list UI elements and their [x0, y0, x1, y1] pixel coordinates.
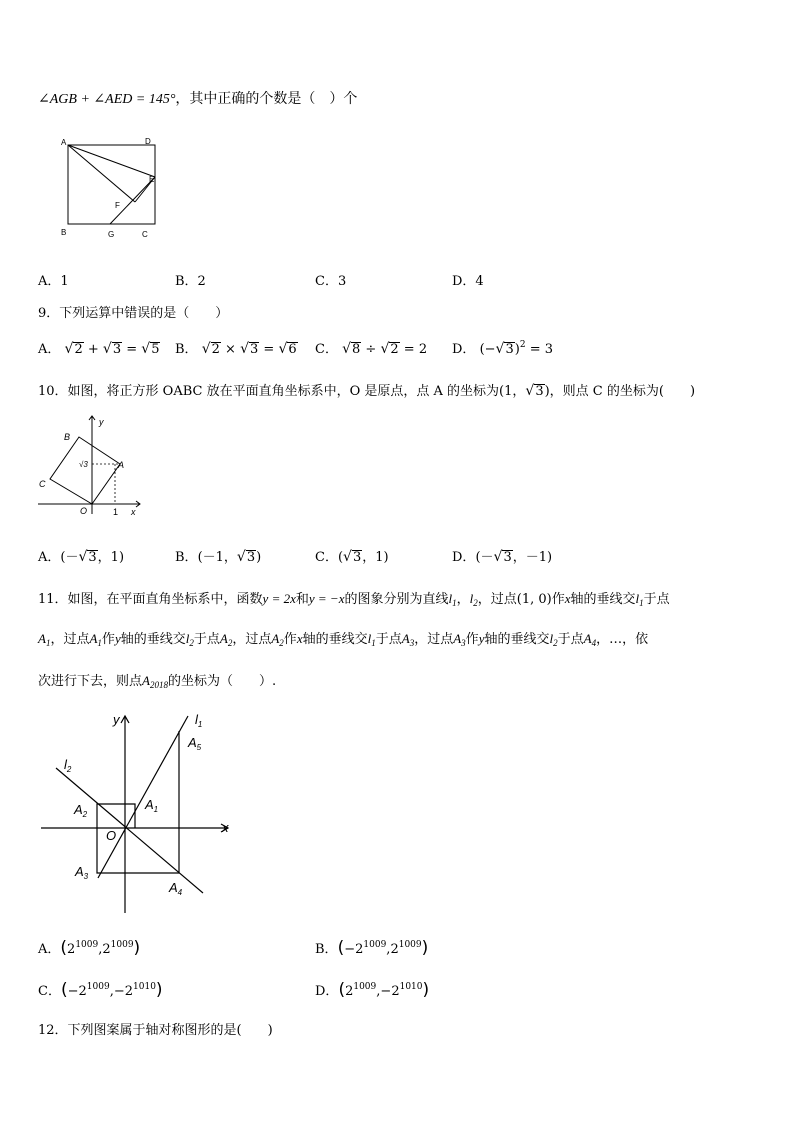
q11-stem-line2: $A_1$，过点$A_1$作y轴的垂线交$l_2$于点$A_2$，过点$A_2$作x轴的垂线交$l_1$于点$A_3$，过点$A_3$作y轴的垂线交$l_2$于点$A_4$，…，依	[38, 631, 649, 648]
q8-label-c: C	[142, 230, 148, 239]
q8-label-e: E	[149, 175, 155, 184]
q11-option-c[interactable]: C．$(-2^{1009},-2^{1010})$	[38, 980, 163, 1000]
q11-option-d[interactable]: D．$(2^{1009},-2^{1010})$	[315, 980, 430, 1000]
q10-option-c[interactable]: C．(√3，1)	[315, 549, 389, 565]
q11-label-a4: $A_4$	[169, 880, 183, 897]
q9-option-a[interactable]: A． √2 + √3 = √5	[38, 341, 160, 357]
q8-option-a[interactable]: A．1	[38, 274, 69, 289]
q8-condition-line: ∠AGB + ∠AED = 145°，其中正确的个数是（ ）个	[38, 91, 358, 107]
q10-option-d[interactable]: D．(－√3，－1)	[452, 549, 553, 565]
q8-square-figure	[55, 132, 170, 244]
q10-label-a: A	[118, 460, 125, 470]
q8-option-d[interactable]: D．4	[452, 274, 484, 289]
q8-label-f: F	[115, 201, 120, 210]
q8-label-g: G	[108, 230, 115, 239]
q11-label-a1: $A_1$	[145, 797, 159, 814]
q11-label-a2: $A_2$	[74, 802, 88, 819]
q10-label-1: 1	[113, 507, 119, 517]
q11-label-a3: $A_3$	[75, 864, 89, 881]
q8-option-b[interactable]: B．2	[175, 274, 206, 289]
q10-option-a[interactable]: A．(－√3，1)	[38, 549, 125, 565]
q10-label-x: x	[131, 507, 136, 517]
q9-option-b[interactable]: B． √2 × √3 = √6	[175, 341, 297, 357]
q8-label-a: A	[61, 138, 67, 147]
q8-option-c[interactable]: C．3	[315, 274, 347, 289]
q10-label-c: C	[39, 479, 46, 489]
q11-label-l1: $l_1$	[195, 712, 203, 729]
q11-label-x: x	[222, 820, 229, 835]
q11-label-a5: $A_5$	[188, 735, 202, 752]
q9-stem: 9．下列运算中错误的是（ ）	[38, 306, 229, 321]
q10-label-y: y	[99, 417, 104, 427]
q11-label-y: y	[113, 712, 120, 727]
q10-label-b: B	[64, 432, 71, 442]
q11-stem-line1: 11．如图，在平面直角坐标系中，函数y = 2x和y = −x的图象分别为直线$l_1$，$l_2$，过点(1, 0)作x轴的垂线交$l_1$于点	[38, 591, 670, 608]
q10-label-sqrt3: √3	[79, 460, 88, 469]
q8-continued-text: ，其中正确的个数是（ ）个	[175, 91, 358, 107]
q11-stem-line3: 次进行下去，则点$A_{2018}$的坐标为（ ）.	[38, 673, 277, 690]
q10-stem: 10．如图，将正方形 OABC 放在平面直角坐标系中，O 是原点，点 A 的坐标为(1，√3)，则点 C 的坐标为( )	[38, 383, 696, 399]
q9-option-c[interactable]: C． √8 ÷ √2 = 2	[315, 341, 428, 357]
q8-angle2: AED	[105, 92, 133, 107]
q8-angle-value: 145°	[148, 92, 176, 107]
q10-label-o: O	[80, 506, 88, 516]
q8-angle1: AGB	[49, 92, 77, 107]
q11-option-a[interactable]: A．$(2^{1009},2^{1009})$	[38, 938, 141, 958]
q11-option-b[interactable]: B．$(-2^{1009},2^{1009})$	[315, 938, 429, 958]
q8-label-b: B	[61, 228, 67, 237]
q11-label-l2: $l_2$	[64, 757, 72, 774]
q9-option-d[interactable]: D． $(-√3)^2 = 3$	[452, 340, 554, 357]
q12-stem: 12．下列图案属于轴对称图形的是( )	[38, 1023, 273, 1038]
q10-coordinate-figure	[36, 412, 146, 520]
q11-lines-figure	[38, 708, 238, 916]
q11-label-o: O	[106, 828, 117, 843]
q10-option-b[interactable]: B．(－1，√3)	[175, 549, 262, 565]
q8-label-d: D	[145, 137, 151, 146]
